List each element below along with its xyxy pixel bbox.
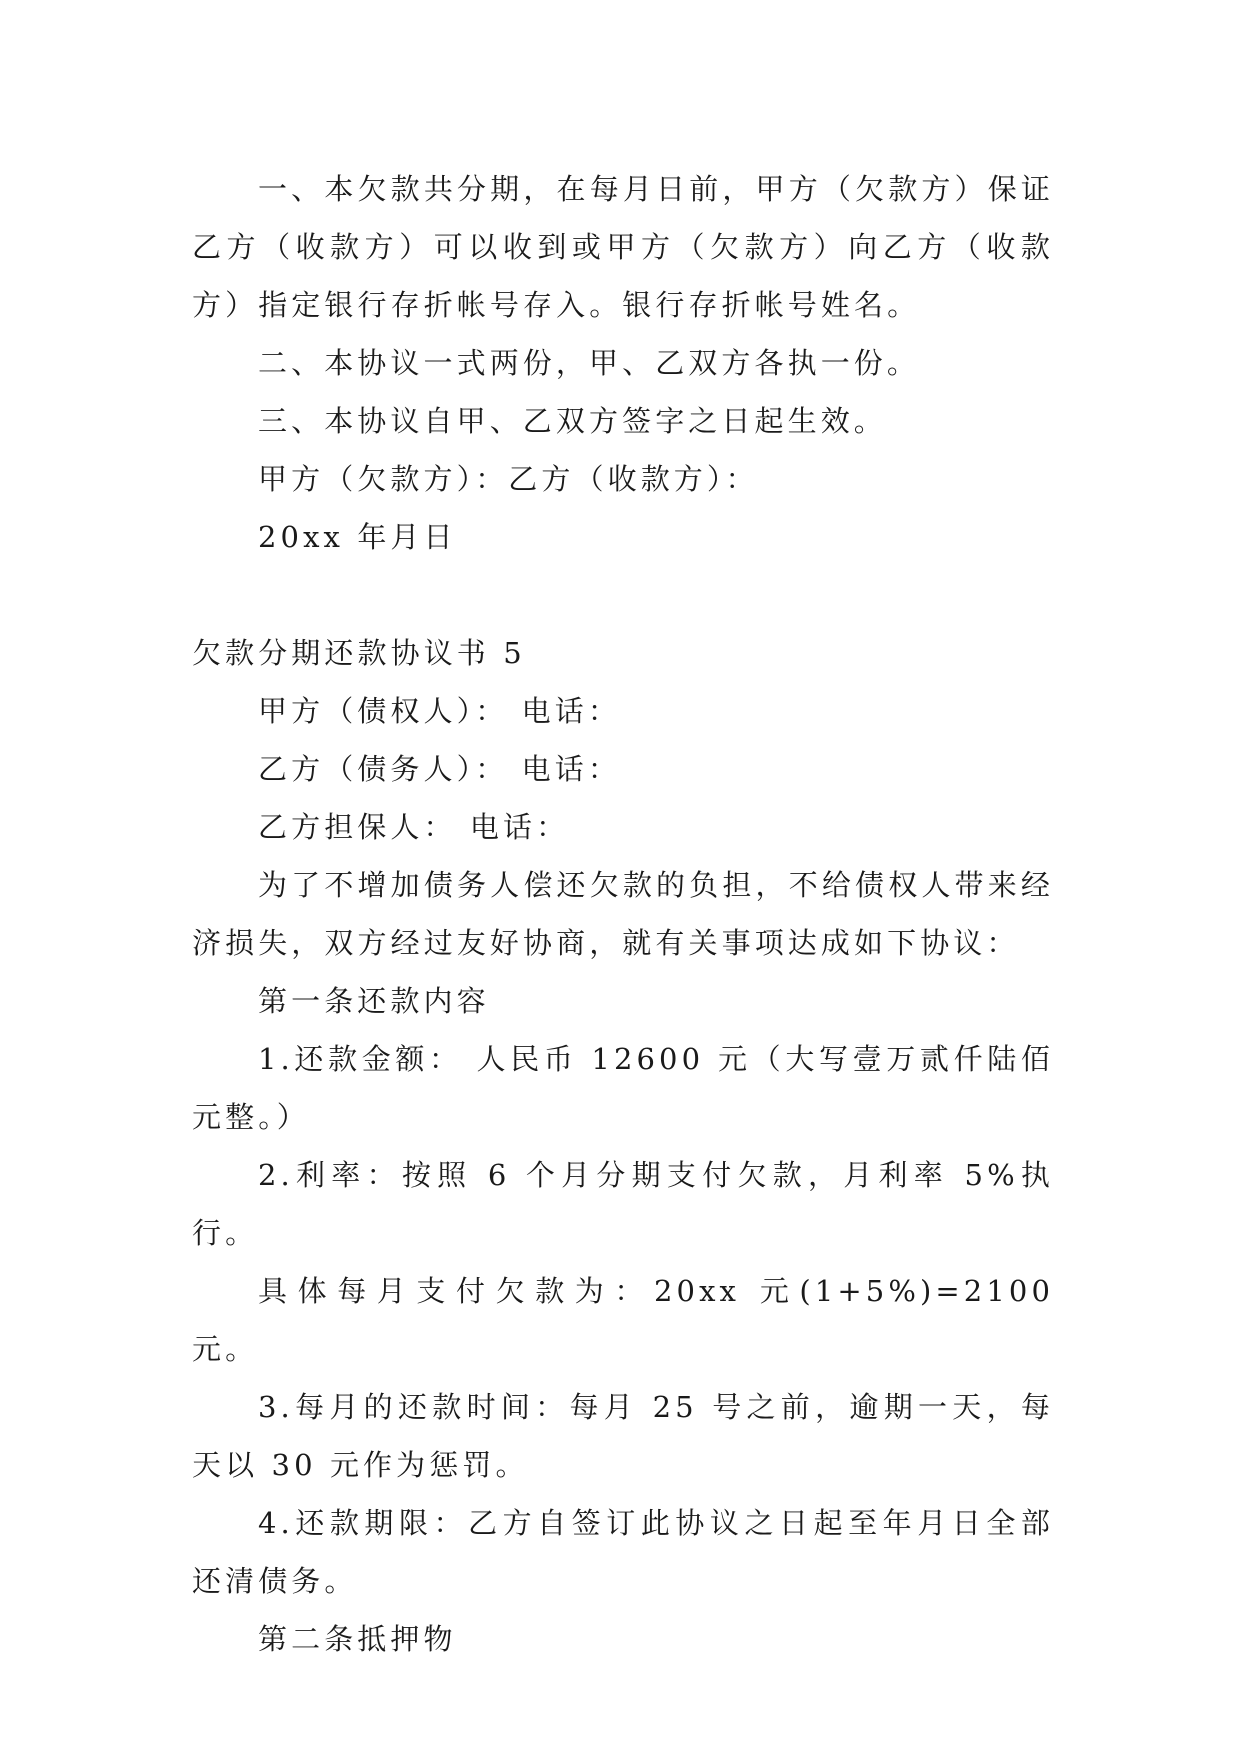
section-title: 欠款分期还款协议书 5 [192, 636, 526, 670]
clause-1-installments: 一、本欠款共分期，在每月日前，甲方（欠款方）保证乙方（收款方）可以收到或甲方（欠款方）向乙方（收款方）指定银行存折帐号存入。银行存折帐号姓名。 [192, 172, 1054, 322]
clause-2-copies: 二、本协议一式两份，甲、乙双方各执一份。 [258, 346, 921, 380]
repayment-time: 3.每月的还款时间：每月 25 号之前，逾期一天，每天以 30 元作为惩罚。 [192, 1390, 1054, 1482]
debtor-line: 乙方（债务人）： 电话： [258, 752, 621, 786]
date-line: 20xx 年月日 [258, 520, 457, 554]
creditor-line: 甲方（债权人）： 电话： [258, 694, 621, 728]
monthly-payment: 具体每月支付欠款为：20xx 元(1+5%)=2100 元。 [192, 1274, 1054, 1366]
signature-line: 甲方（欠款方）：乙方（收款方）： [258, 462, 759, 496]
repayment-amount: 1.还款金额： 人民币 12600 元（大写壹万贰仟陆佰元整。） [192, 1042, 1054, 1134]
guarantor-line: 乙方担保人： 电话： [258, 810, 570, 844]
article-2-title: 第二条抵押物 [258, 1622, 457, 1656]
document-page [192, 160, 1054, 1668]
clause-3-effective: 三、本协议自甲、乙双方签字之日起生效。 [258, 404, 887, 438]
article-1-title: 第一条还款内容 [258, 984, 490, 1018]
interest-rate: 2.利率：按照 6 个月分期支付欠款，月利率 5%执行。 [192, 1158, 1054, 1250]
repayment-term: 4.还款期限：乙方自签订此协议之日起至年月日全部还清债务。 [192, 1506, 1054, 1598]
preamble-paragraph: 为了不增加债务人偿还欠款的负担，不给债权人带来经济损失，双方经过友好协商，就有关事项达成如下协议： [192, 868, 1054, 960]
section-gap [192, 566, 1054, 624]
